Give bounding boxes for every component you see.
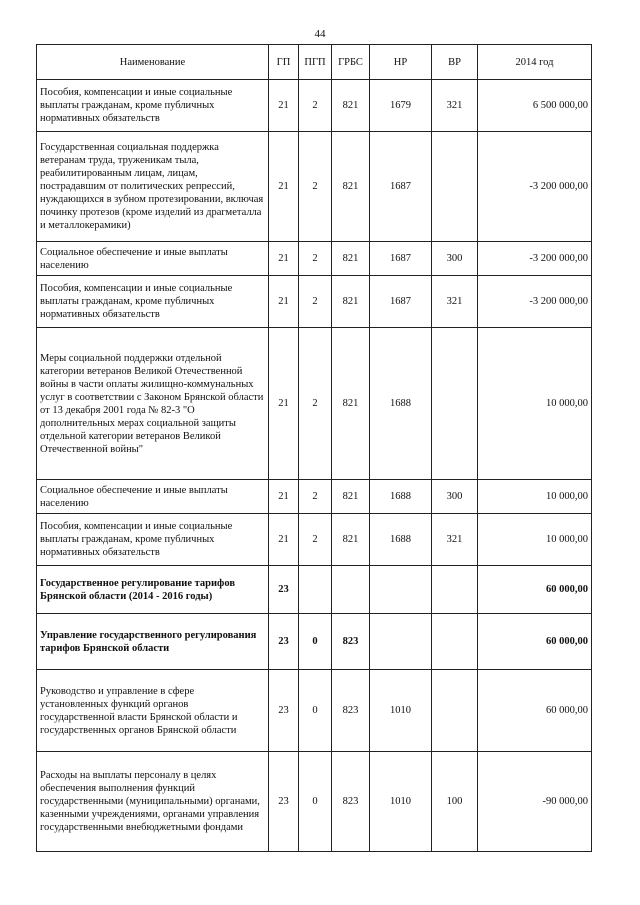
row-grbs: 821 [332,242,370,276]
table-header-row [37,45,592,80]
table-row [37,514,592,566]
row-nr: 1679 [370,80,432,132]
row-nr [370,566,432,614]
row-vr [432,566,478,614]
row-vr [432,670,478,752]
row-gp: 21 [269,480,299,514]
row-name: Государственная социальная поддержка ветеранам труда, труженикам тыла, реабилитированным лицам, лицам, пострадавшим от политических репрессий, нуждающихся в зубном протезировании, включая починку протезов (кроме изделий из драгметалла и металлокерамики) [37,132,269,242]
row-nr: 1688 [370,328,432,480]
row-name: Пособия, компенсации и иные социальные выплаты гражданам, кроме публичных нормативных обязательств [37,276,269,328]
row-amount: -90 000,00 [478,752,592,852]
page-number: 44 [314,28,326,40]
row-nr: 1688 [370,480,432,514]
row-amount: 60 000,00 [478,614,592,670]
row-grbs: 821 [332,480,370,514]
row-nr [370,614,432,670]
row-vr: 300 [432,242,478,276]
row-grbs: 823 [332,670,370,752]
row-gp: 21 [269,242,299,276]
row-amount: 60 000,00 [478,670,592,752]
table-row [37,276,592,328]
row-name: Управление государственного регулирования тарифов Брянской области [37,614,269,670]
row-name: Пособия, компенсации и иные социальные выплаты гражданам, кроме публичных нормативных обязательств [37,514,269,566]
table-row [37,132,592,242]
row-pgp [299,566,332,614]
row-amount: 10 000,00 [478,514,592,566]
row-nr: 1688 [370,514,432,566]
header-pgp: ПГП [299,45,332,80]
row-gp: 21 [269,80,299,132]
row-name: Пособия, компенсации и иные социальные выплаты гражданам, кроме публичных нормативных обязательств [37,80,269,132]
row-grbs: 823 [332,614,370,670]
row-grbs: 821 [332,132,370,242]
row-grbs: 821 [332,514,370,566]
row-pgp: 2 [299,132,332,242]
row-gp: 23 [269,670,299,752]
row-vr: 321 [432,80,478,132]
row-vr: 321 [432,514,478,566]
budget-table [36,44,592,852]
row-name: Руководство и управление в сфере установленных функций органов государственной власти Брянской области и государственных органов Брянской области [37,670,269,752]
row-vr [432,328,478,480]
header-nr: НР [370,45,432,80]
row-amount: -3 200 000,00 [478,132,592,242]
table-row [37,566,592,614]
table-row [37,614,592,670]
row-pgp: 2 [299,276,332,328]
header-grbs: ГРБС [332,45,370,80]
row-nr: 1687 [370,132,432,242]
row-grbs [332,566,370,614]
row-nr: 1010 [370,752,432,852]
row-vr: 300 [432,480,478,514]
row-amount: -3 200 000,00 [478,276,592,328]
row-name: Расходы на выплаты персоналу в целях обеспечения выполнения функций государственными (муниципальными) органами, казенными учреждениями, органами управления государственными внебюджетными фондами [37,752,269,852]
row-grbs: 821 [332,80,370,132]
row-nr: 1687 [370,276,432,328]
row-gp: 23 [269,752,299,852]
header-vr: ВР [432,45,478,80]
row-grbs: 821 [332,328,370,480]
row-gp: 23 [269,614,299,670]
row-name: Государственное регулирование тарифов Брянской области (2014 - 2016 годы) [37,566,269,614]
row-amount: 10 000,00 [478,328,592,480]
row-vr [432,614,478,670]
row-pgp: 0 [299,752,332,852]
row-pgp: 2 [299,328,332,480]
table-row [37,670,592,752]
row-name: Меры социальной поддержки отдельной категории ветеранов Великой Отечественной войны в части оплаты жилищно-коммунальных услуг в соответствии с Законом Брянской области от 13 декабря 2001 года № 82-3 "О дополнительных мерах социальной защиты отдельной категории ветеранов Великой Отечественной войны" [37,328,269,480]
row-pgp: 2 [299,242,332,276]
row-amount: 6 500 000,00 [478,80,592,132]
row-amount: 10 000,00 [478,480,592,514]
row-nr: 1687 [370,242,432,276]
header-year: 2014 год [478,45,592,80]
row-gp: 21 [269,132,299,242]
table-row [37,80,592,132]
row-gp: 21 [269,328,299,480]
table-row [37,242,592,276]
row-amount: 60 000,00 [478,566,592,614]
row-pgp: 2 [299,480,332,514]
row-grbs: 823 [332,752,370,852]
row-gp: 21 [269,276,299,328]
row-grbs: 821 [332,276,370,328]
row-gp: 21 [269,514,299,566]
row-name: Социальное обеспечение и иные выплаты населению [37,242,269,276]
table-row [37,752,592,852]
table-row [37,480,592,514]
row-pgp: 2 [299,80,332,132]
row-pgp: 2 [299,514,332,566]
row-pgp: 0 [299,614,332,670]
header-name: Наименование [37,45,269,80]
row-gp: 23 [269,566,299,614]
row-name: Социальное обеспечение и иные выплаты населению [37,480,269,514]
row-amount: -3 200 000,00 [478,242,592,276]
row-vr [432,132,478,242]
header-gp: ГП [269,45,299,80]
row-vr: 100 [432,752,478,852]
row-pgp: 0 [299,670,332,752]
row-nr: 1010 [370,670,432,752]
row-vr: 321 [432,276,478,328]
table-row [37,328,592,480]
